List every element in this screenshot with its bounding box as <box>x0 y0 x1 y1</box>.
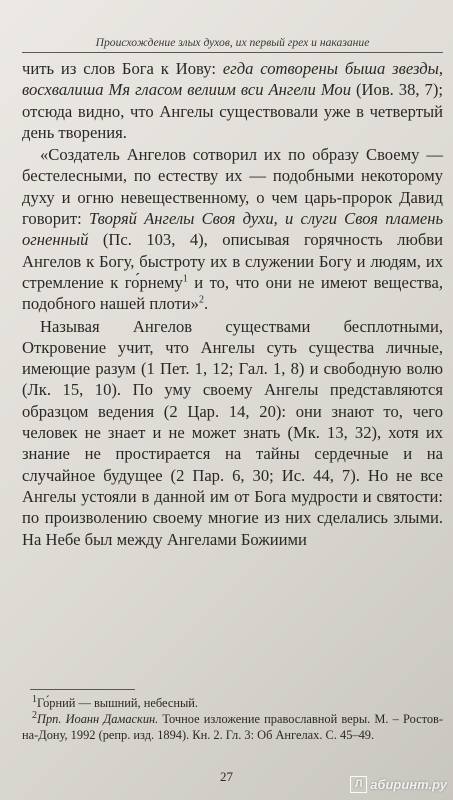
footnote-1 <box>22 695 443 711</box>
page-number: 27 <box>220 769 233 784</box>
paragraph-1 <box>22 58 443 143</box>
text-run: (Пс. 103, 4), описывая горячность любви Ангелов к Богу, быстроту их в служении Богу и людям, их стремление к го́рнему <box>22 230 443 292</box>
text-run: Называя Ангелов существами бесплотными, Откровение учит, что Ангелы суть существа личные, имеющие разум (1 Пет. 1, 12; Гал. 1, 8) и свободную волю (Лк. 15, 10). По уму своему Ангелы представляются образцом ведения (2 Цар. 14, 20): они знают то, чего человек не знает и не может знать (Мк. 13, 32), хотя их знание не простирается на тайны сердечные и на случайное будущее (2 Пар. 6, 30; Ис. 44, 7). Но не все Ангелы устояли в данной им от Бога мудрости и святости: по произволению своему многие из них сделались злыми. На Небе был между Ангелами Божиими <box>22 316 443 549</box>
italic-quote: егда сотворены быша звезды, восхвалиша Мя гласом велиим вси Ангели Мои <box>22 59 443 100</box>
text-run: . <box>203 294 209 314</box>
footnote-rule <box>30 689 135 690</box>
footnote-marker: 2 <box>32 710 37 722</box>
text-run: «Создатель Ангелов сотворил их по образу Своему — бестелесными, по естеству их — подобными некоторому духу и огню невещественному, о чем царь-пророк Давид говорит: <box>22 145 443 229</box>
text-run: Точное изложение православной веры. М. – Ростов-на-Дону, 1992 (репр. изд. 1894). Кн. 2. Гл. 3: Об Ангелах. С. 45–49. <box>22 712 443 743</box>
watermark <box>350 776 447 793</box>
footnote-2 <box>22 711 443 743</box>
footnote-marker: 2 <box>198 294 204 306</box>
main-text <box>22 58 443 550</box>
italic-quote: Прп. Иоанн Дамаскин. <box>37 712 159 727</box>
text-run: чить из слов Бога к Иову: <box>22 59 223 78</box>
text-run: Го́рний — вышний, небесный. <box>37 696 199 710</box>
header-rule <box>22 52 443 53</box>
paragraph-2 <box>22 144 443 314</box>
running-header: Происхождение злых духов, их первый грех и наказание <box>95 36 370 49</box>
footnote-marker: 1 <box>32 693 37 705</box>
footnote-marker: 1 <box>182 273 188 285</box>
text-run: (Иов. 38, 7); отсюда видно, что Ангелы существовали уже в четвертый день творения. <box>22 80 443 142</box>
italic-quote: Творяй Ангелы Своя духи, и слуги Своя пламень огненный <box>22 209 443 250</box>
text-run: и то, что они не имеют вещества, подобного нашей плоти» <box>22 272 443 314</box>
watermark-logo-icon: Л <box>350 776 367 793</box>
paragraph-3 <box>22 316 443 550</box>
footnotes <box>22 695 443 744</box>
watermark-text: абиринт.ру <box>370 777 447 792</box>
